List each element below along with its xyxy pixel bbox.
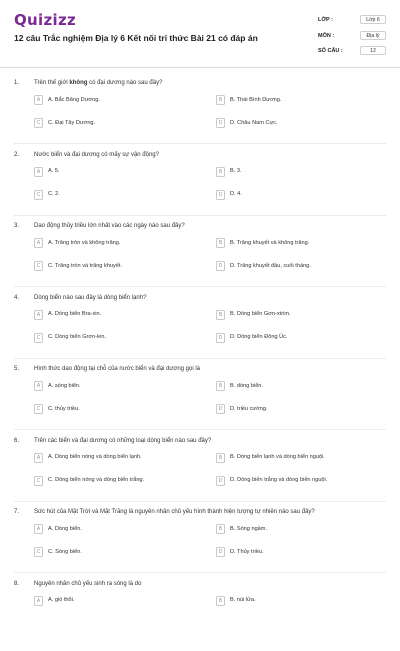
answer-option-d[interactable] [216,190,381,202]
question-block [0,80,400,150]
option-text: A. sóng biển. [48,382,81,389]
answer-option-c[interactable] [34,118,199,130]
meta-label-class: LỚP : [318,17,333,23]
answer-option-b[interactable] [216,167,381,179]
question-divider [14,286,386,287]
option-letter-box[interactable]: B [216,524,225,534]
option-text: B. núi lửa. [230,597,256,603]
option-text: D. Dòng biển Đông Úc. [230,334,288,340]
question-number: 6. [14,437,20,444]
answer-option-a[interactable] [34,524,199,536]
option-letter-box[interactable]: A [34,167,43,177]
answer-option-a[interactable] [34,167,199,179]
document-header [0,0,400,68]
answer-option-b[interactable] [216,310,381,322]
question-divider [14,501,386,502]
answer-option-a[interactable] [34,453,199,465]
question-text: Dòng biển nào sau đây là dòng biển lạnh? [34,294,147,301]
option-text: A. Dòng biển. [48,525,82,532]
option-letter-box[interactable]: B [216,453,225,463]
question-number: 7. [14,509,20,515]
option-text: C. 2. [48,191,60,197]
option-text: C. Trăng tròn và trăng khuyết. [48,262,122,269]
question-divider [14,143,386,144]
option-text: B. Trăng khuyết và không trăng. [230,239,310,246]
question-divider [14,429,386,430]
option-letter-box[interactable]: C [34,333,43,343]
option-letter-box[interactable]: D [216,476,225,486]
answer-option-d[interactable] [216,476,381,488]
option-letter-box[interactable]: A [34,596,43,606]
option-letter-box[interactable]: B [216,381,225,391]
answer-option-a[interactable] [34,238,199,250]
answer-option-c[interactable] [34,333,199,345]
answer-option-b[interactable] [216,453,381,465]
question-emphasis: không [69,80,88,86]
option-text: D. Trăng khuyết đầu, cuối tháng. [230,262,311,269]
option-text: B. Thái Bình Dương. [230,96,282,103]
meta-label-count: SỐ CÂU : [318,48,343,54]
option-letter-box[interactable]: A [34,381,43,391]
option-letter-box[interactable]: D [216,118,225,128]
answer-option-c[interactable] [34,404,199,416]
question-number: 5. [14,366,20,372]
option-text: A. 5. [48,168,60,174]
option-text: D. Châu Nam Cực. [230,119,278,126]
answer-option-b[interactable] [216,95,381,107]
meta-value-count: 12 [360,46,386,55]
answer-option-b[interactable] [216,596,381,608]
option-letter-box[interactable]: C [34,118,43,128]
question-block [0,295,400,365]
answer-option-c[interactable] [34,190,199,202]
option-letter-box[interactable]: D [216,333,225,343]
option-letter-box[interactable]: C [34,476,43,486]
option-text: A. Trăng tròn và không trăng. [48,239,121,246]
answer-option-b[interactable] [216,381,381,393]
option-text: A. gió thổi. [48,597,75,603]
option-letter-box[interactable]: C [34,404,43,414]
option-text: C. thủy triều. [48,405,80,412]
option-letter-box[interactable]: D [216,261,225,271]
meta-label-subject: MÔN : [318,33,335,39]
question-block [0,509,400,579]
answer-option-a[interactable] [34,95,199,107]
option-letter-box[interactable]: B [216,167,225,177]
option-letter-box[interactable]: D [216,190,225,200]
question-divider [14,572,386,573]
document-title: 12 câu Trắc nghiệm Địa lý 6 Kết nối tri thức Bài 21 có đáp án [14,33,258,43]
meta-value-class: Lớp 6 [360,15,386,24]
answer-option-c[interactable] [34,476,199,488]
option-text: A. Dòng biển Bra-xin. [48,311,102,317]
option-text: C. Dòng biển Grơn-len. [48,334,107,340]
question-text: Trên thế giới không có đại dương nào sau đây? [34,80,163,86]
option-letter-box[interactable]: B [216,95,225,105]
answer-option-a[interactable] [34,310,199,322]
question-text: Nước biển và đại dương có mấy sự vận động? [34,151,159,158]
option-text: D. Dòng biển trắng và dòng biển nguội. [230,477,328,483]
question-divider [14,215,386,216]
answer-option-b[interactable] [216,238,381,250]
question-number: 8. [14,580,20,587]
option-letter-box[interactable]: B [216,310,225,320]
question-number: 2. [14,151,20,158]
question-block [0,152,400,222]
option-letter-box[interactable]: A [34,310,43,320]
answer-option-a[interactable] [34,596,199,608]
answer-option-a[interactable] [34,381,199,393]
option-letter-box[interactable]: A [34,238,43,248]
option-text: C. Dòng biển nóng và dòng biển trắng. [48,477,145,483]
question-text: Trên các biển và đại dương có những loại dòng biển nào sau đây? [34,437,212,444]
option-text: D. 4. [230,191,242,197]
answer-option-d[interactable] [216,261,381,273]
question-block [0,581,400,651]
option-letter-box[interactable]: C [34,190,43,200]
option-text: B. Dòng biển Gơn-xtrim. [230,311,291,317]
option-letter-box[interactable]: A [34,95,43,105]
quizizz-logo: Quizizz [14,11,77,29]
option-text: D. triều cường. [230,405,268,412]
option-text: B. Dòng biển lạnh và dòng biển nguội. [230,454,325,460]
option-letter-box[interactable]: A [34,524,43,534]
meta-value-subject: Địa lý [360,31,386,40]
option-text: B. 3. [230,168,242,174]
question-block [0,438,400,508]
question-number: 3. [14,223,20,229]
question-text: Sức hút của Mặt Trời và Mặt Trăng là nguyên nhân chủ yếu hình thành hiện tượng tự nhiên nào sau đây? [34,509,315,515]
answer-option-d[interactable] [216,547,381,559]
question-text: Hình thức dao động tại chỗ của nước biển và đại dương gọi là [34,366,201,372]
answer-option-d[interactable] [216,333,381,345]
question-text: Dao động thủy triều lớn nhất vào các ngày nào sau đây? [34,223,185,229]
option-letter-box[interactable]: C [34,547,43,557]
question-text: Nguyên nhân chủ yếu sinh ra sóng là do [34,580,142,587]
option-letter-box[interactable]: D [216,547,225,557]
answer-option-b[interactable] [216,524,381,536]
question-number: 1. [14,80,20,86]
answer-option-c[interactable] [34,261,199,273]
option-text: B. Sóng ngầm. [230,525,268,532]
question-block [0,366,400,436]
option-text: C. Sóng biển. [48,548,82,555]
option-text: B. dòng biển. [230,382,263,389]
question-divider [14,358,386,359]
option-letter-box[interactable]: A [34,453,43,463]
option-text: D. Thủy triều. [230,548,264,555]
option-letter-box[interactable]: D [216,404,225,414]
option-text: A. Dòng biển nóng và dòng biển lạnh. [48,454,142,460]
option-text: A. Bắc Băng Dương. [48,96,100,103]
answer-option-d[interactable] [216,404,381,416]
question-block [0,223,400,293]
answer-option-c[interactable] [34,547,199,559]
option-text: C. Đại Tây Dương. [48,119,96,126]
option-letter-box[interactable]: B [216,596,225,606]
option-letter-box[interactable]: C [34,261,43,271]
answer-option-d[interactable] [216,118,381,130]
question-number: 4. [14,294,20,301]
option-letter-box[interactable]: B [216,238,225,248]
